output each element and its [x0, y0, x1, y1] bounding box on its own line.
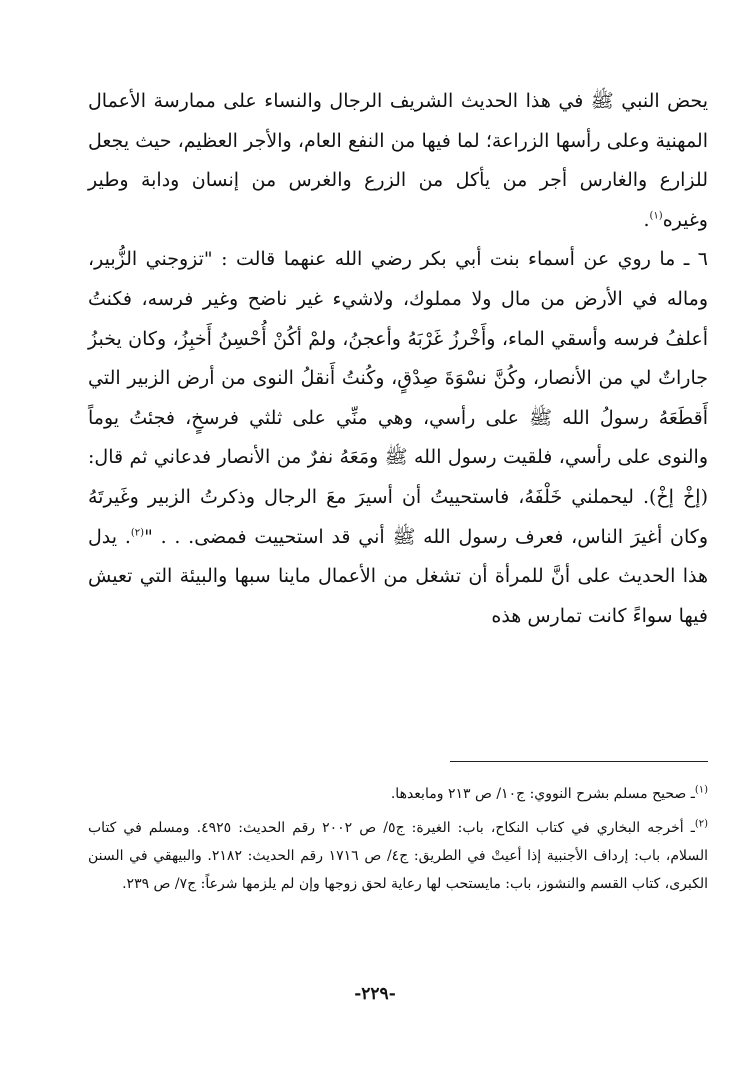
paragraph-2	[88, 240, 708, 636]
paragraph-1-text: يحض النبي ﷺ في هذا الحديث الشريف الرجال والنساء على ممارسة الأعمال المهنية وعلى رأسها الزراعة؛ لما فيها من النفع العام، والأجر العظيم، حيث يجعل للزارع والغارس أجر من يأكل من الزرع والغرس من إنسان ودابة وطير وغيره	[88, 90, 708, 231]
paragraph-1-end: .	[643, 208, 650, 231]
footnote-2	[88, 814, 708, 898]
footnote-2-mark: (٢)	[694, 818, 709, 830]
paragraph-1	[88, 82, 708, 240]
footnote-1-text: ـ صحيح مسلم بشرح النووي: ج١٠/ ص ٢١٣ ومابعدها.	[390, 786, 695, 802]
main-text	[88, 82, 708, 636]
footnote-1-mark: (١)	[694, 784, 708, 796]
footnote-ref-1: (١)	[649, 210, 663, 222]
footnote-2-text: ـ أخرجه البخاري في كتاب النكاح، باب: الغيرة: ج٥/ ص ٢٠٠٢ رقم الحديث: ٤٩٢٥. ومسلم في كتاب السلام، باب: إرداف الأجنبية إذا أعيتْ في الطريق: ج٤/ ص ١٧١٦ رقم الحديث: ٢١٨٢. والبيهقي في السنن الكبرى، كتاب القسم والنشوز، باب: مايستحب لها رعاية لحق زوجها وإن لم يلزمها شرعاً: ج٧/ ص ٢٣٩.	[88, 820, 708, 892]
page-number: -٢٢٩-	[354, 984, 396, 1004]
footnotes	[88, 780, 708, 904]
footnote-ref-2: (٢)	[130, 527, 145, 539]
footnote-1	[88, 780, 708, 808]
footnote-divider	[450, 761, 708, 762]
paragraph-2-end: . يدل هذا الحديث على أنَّ للمرأة أن تشغل من الأعمال ماينا سبها والبيئة التي تعيش فيها سواءً كانت تمارس هذه	[88, 525, 708, 627]
paragraph-2-text: ٦ ـ ما روي عن أسماء بنت أبي بكر رضي الله عنهما قالت : "تزوجني الزُّبير، وماله في الأرض من مال ولا مملوك، ولاشيء غير ناضح وغير فرسه، فكنتُ أعلفُ فرسه وأسقي الماء، وأَخْرزُ غَرْبَهُ وأعجنُ، ولمْ أكُنْ أُحْسِنُ أَخبِزُ، وكان يخبزُ جاراتٌ لي من الأنصار، وكُنَّ نسْوَةَ صِدْقٍ، وكُنتُ أَنقلُ النوى من أرض الزبير التي أَقطَعَهُ رسولُ الله ﷺ على رأسي، وهي منِّي على ثلثي فرسخٍ، فجئتُ يوماً والنوى على رأسي، فلقيت رسول الله ﷺ ومَعَهُ نفرٌ من الأنصار فدعاني ثم قال: (إخْ إخْ). ليحملني خَلْفَهُ، فاستحييتُ أن أسيرَ معَ الرجال وذكرتُ الزبير وغَيرتَهُ وكان أغيرَ الناس، فعرف رسول الله ﷺ أني قد استحييت فمضى. . . "	[88, 248, 708, 548]
